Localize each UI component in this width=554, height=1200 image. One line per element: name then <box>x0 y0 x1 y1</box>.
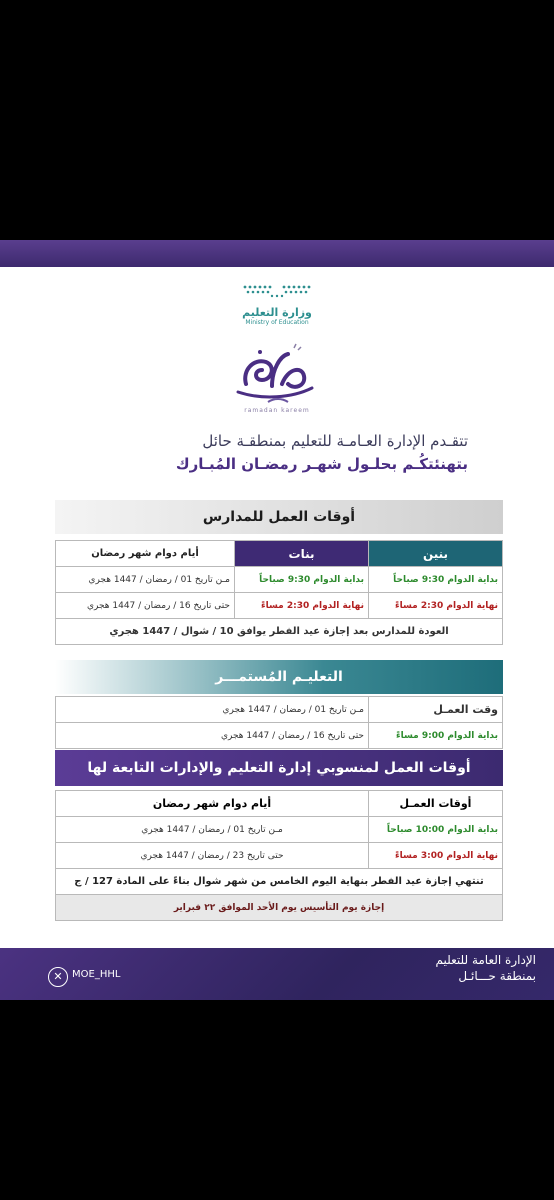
social-handle[interactable]: MOE_HHL <box>72 969 121 980</box>
footer-org-name <box>436 952 536 984</box>
ministry-dots-icon <box>241 282 313 300</box>
ministry-name-ar: وزارة التعليم <box>242 306 312 319</box>
staff-header-row <box>56 791 503 817</box>
staff-section-title: أوقات العمل لمنسوبي إدارة التعليم والإدارات التابعة لها <box>55 750 503 786</box>
days-from-cell: مـن تاريخ 01 / رمضان / 1447 هجري <box>56 567 235 593</box>
staff-start-cell: بداية الدوام 10:00 صباحاً <box>369 817 503 843</box>
staff-table <box>55 790 503 921</box>
return-note-row <box>56 619 503 645</box>
girls-column-header: بنات <box>235 541 369 567</box>
announcement-card <box>0 240 554 1000</box>
footer-org-line-2: بمنطقة حـــائـل <box>458 969 536 983</box>
return-note: العودة للمدارس بعد إجازة عيد الفطر يوافق 10 / شوال / 1447 هجري <box>56 619 503 645</box>
continuous-time-header: وقت العمـل <box>369 697 503 723</box>
boys-start-cell: بداية الدوام 9:30 صباحاً <box>369 567 503 593</box>
top-banner <box>0 240 554 267</box>
greeting-line-1: تتقـدم الإدارة العـامـة للتعليم بمنطقـة حائل <box>202 432 468 450</box>
x-twitter-icon[interactable]: ✕ <box>48 967 68 987</box>
table-row <box>56 697 503 723</box>
table-row <box>56 593 503 619</box>
schools-section-title: أوقات العمل للمدارس <box>55 500 503 534</box>
founding-day-note: إجازة يوم التأسيس يوم الأحد الموافق ٢٢ فبراير <box>56 895 503 921</box>
boys-column-header: بنين <box>369 541 503 567</box>
greeting-line-2: بتهنئتكُـم بحلـول شهـر رمضـان المُبـارك <box>175 455 468 473</box>
founding-note-row <box>56 895 503 921</box>
continuous-from-cell: مـن تاريخ 01 / رمضان / 1447 هجري <box>56 697 369 723</box>
ministry-name-en: Ministry of Education <box>245 319 309 326</box>
eid-note-row <box>56 869 503 895</box>
staff-to-cell: حتى تاريخ 23 / رمضان / 1447 هجري <box>56 843 369 869</box>
ramadan-calligraphy-logo <box>232 340 316 408</box>
table-row <box>56 567 503 593</box>
schools-table <box>55 540 503 645</box>
girls-start-cell: بداية الدوام 9:30 صباحاً <box>235 567 369 593</box>
eid-note: تنتهي إجازة عيد الفطر بنهاية اليوم الخامس من شهر شوال بناءً على المادة 127 / ج <box>56 869 503 895</box>
continuous-start-cell: بداية الدوام 9:00 مساءً <box>369 723 503 749</box>
footer-org-line-1: الإدارة العامة للتعليم <box>435 953 536 967</box>
staff-time-header: أوقات العمـل <box>369 791 503 817</box>
continuous-section-title: التعليـم المُستمـــر <box>55 660 503 694</box>
days-column-header: أيام دوام شهر رمضان <box>56 541 235 567</box>
table-row <box>56 723 503 749</box>
boys-end-cell: نهاية الدوام 2:30 مساءً <box>369 593 503 619</box>
continuous-table <box>55 696 503 749</box>
staff-from-cell: مـن تاريخ 01 / رمضان / 1447 هجري <box>56 817 369 843</box>
continuous-to-cell: حتى تاريخ 16 / رمضان / 1447 هجري <box>56 723 369 749</box>
schools-header-row <box>56 541 503 567</box>
ministry-logo <box>0 282 554 326</box>
days-to-cell: حتى تاريخ 16 / رمضان / 1447 هجري <box>56 593 235 619</box>
table-row <box>56 843 503 869</box>
table-row <box>56 817 503 843</box>
girls-end-cell: نهاية الدوام 2:30 مساءً <box>235 593 369 619</box>
ramadan-kareem-caption: ramadan kareem <box>244 407 310 414</box>
staff-days-header: أيام دوام شهر رمضان <box>56 791 369 817</box>
staff-end-cell: نهاية الدوام 3:00 مساءً <box>369 843 503 869</box>
